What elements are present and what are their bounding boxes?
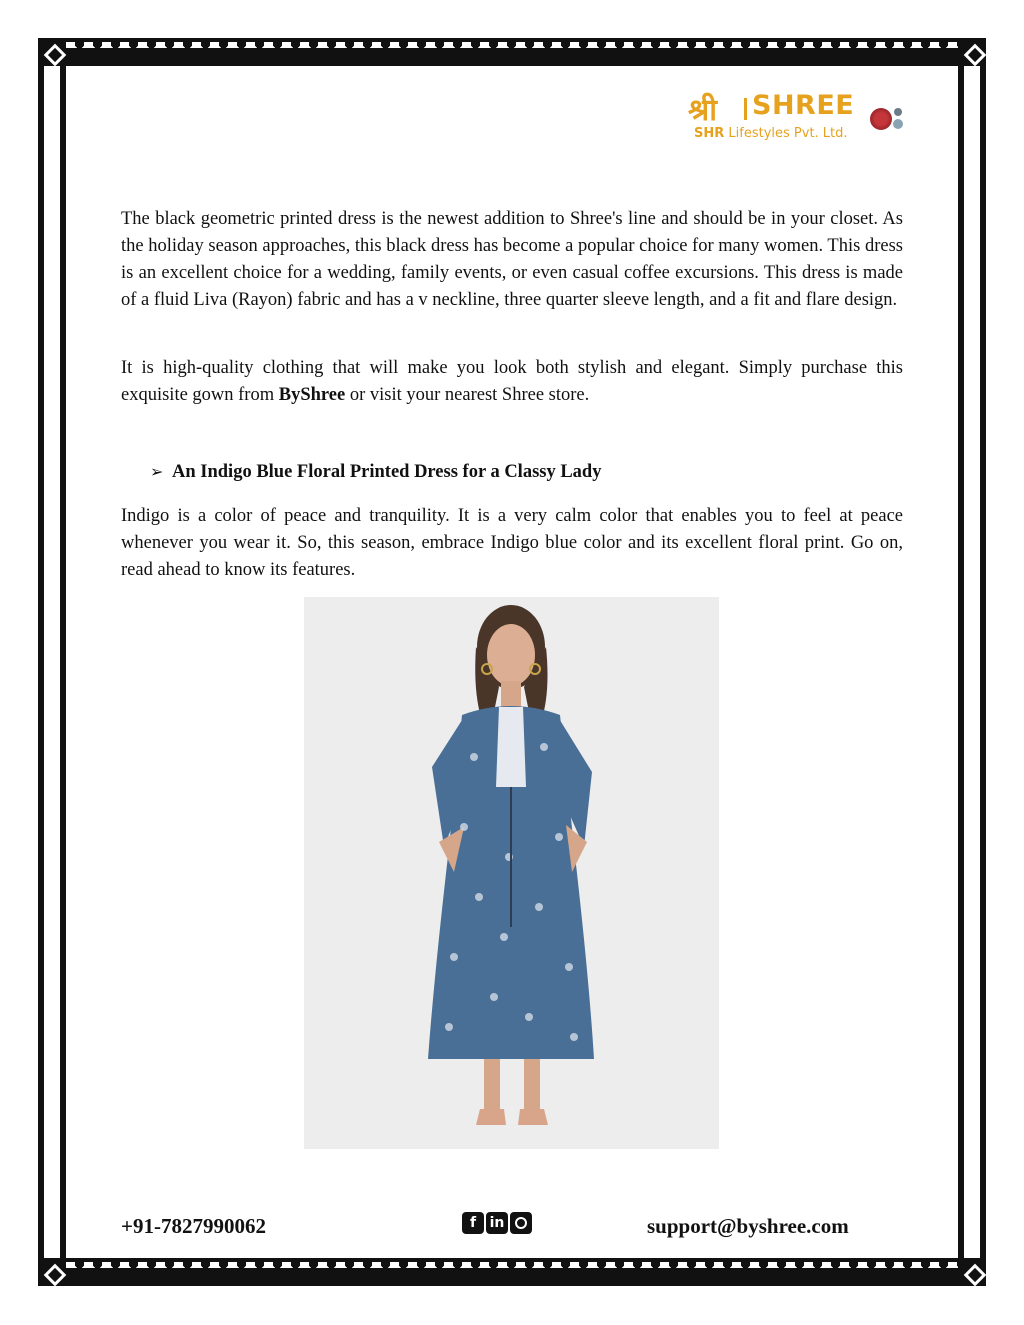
support-email[interactable]: support@byshree.com <box>647 1214 849 1238</box>
logo-flower-icon <box>870 108 892 130</box>
product-photo-indigo-dress <box>304 597 719 1149</box>
section-heading <box>150 462 601 483</box>
logo-dot-icon <box>893 119 903 129</box>
phone-number[interactable]: +91-7827990062 <box>121 1214 266 1238</box>
paragraph-purchase: It is high-quality clothing that will make you look both stylish and elegant. Simply purchase this exquisite gown from ByShree or visit your nearest Shree store. <box>121 358 903 405</box>
border-corner <box>958 1258 986 1286</box>
shree-logo <box>688 88 910 148</box>
border-corner <box>958 38 986 66</box>
facebook-icon[interactable]: f <box>462 1212 484 1234</box>
paragraph-indigo: Indigo is a color of peace and tranquility. It is a very calm color that enables you to feel at peace whenever you wear it. So, this season, embrace Indigo blue color and its excellent floral print. Go on, read ahead to know its features. <box>121 506 903 580</box>
linkedin-icon[interactable]: in <box>486 1212 508 1234</box>
border-corner <box>38 38 66 66</box>
model-illustration <box>304 597 719 1149</box>
logo-brand: SHREE <box>752 90 855 121</box>
logo-devanagari: श्री <box>688 93 718 128</box>
logo-separator <box>744 98 747 120</box>
social-links <box>462 1212 532 1236</box>
section-heading-text: An Indigo Blue Floral Printed Dress for a Classy Lady <box>172 462 602 482</box>
arrow-bullet-icon: ➢ <box>150 462 164 481</box>
border-bottom <box>66 1258 958 1286</box>
border-right <box>958 66 986 1258</box>
instagram-icon[interactable] <box>510 1212 532 1234</box>
border-corner <box>38 1258 66 1286</box>
byshree-link[interactable]: ByShree <box>278 385 346 405</box>
logo-company: SHR Lifestyles Pvt. Ltd. <box>694 126 848 141</box>
paragraph-black-dress: The black geometric printed dress is the newest addition to Shree's line and should be in your closet. As the holiday season approaches, this black dress has become a popular choice for many women. This dress is an excellent choice for a wedding, family events, or even casual coffee excursions. This dress is made of a fluid Liva (Rayon) fabric and has a v neckline, three quarter sleeve length, and a fit and flare design. <box>121 209 903 310</box>
border-top <box>66 38 958 66</box>
border-left <box>38 66 66 1258</box>
logo-dot-icon <box>894 108 902 116</box>
